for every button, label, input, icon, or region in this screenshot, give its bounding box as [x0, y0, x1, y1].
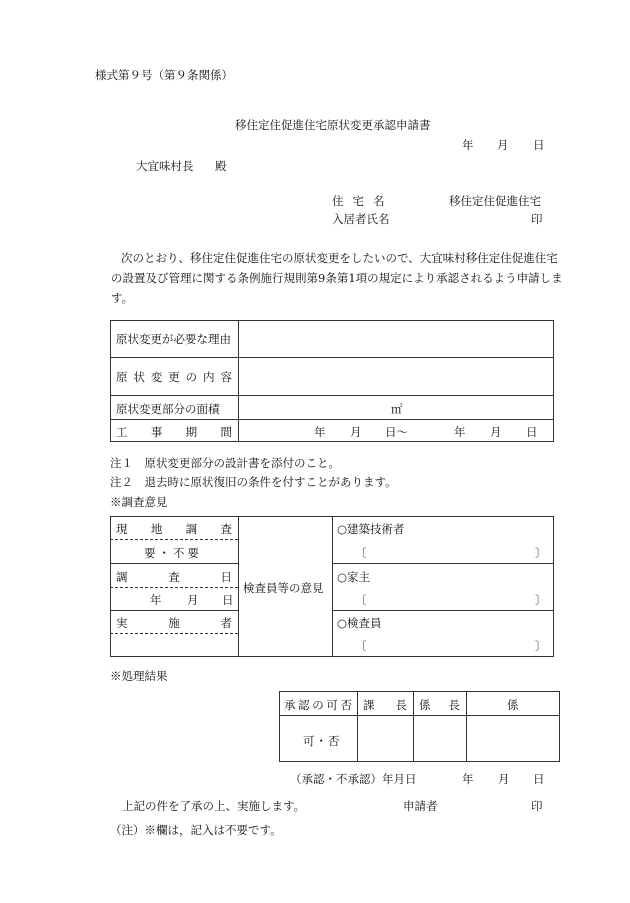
- note-2: 注２ 退去時に原状復旧の条件を付すことがあります。: [110, 475, 397, 489]
- approval-date-label: （承認・不承認）年月日: [290, 772, 417, 786]
- note-1: 注１ 原状変更部分の設計書を添付のこと。: [110, 456, 340, 470]
- result-heading: ※処理結果: [110, 669, 168, 683]
- content-label: 原 状 変 更 の 内 容: [116, 370, 232, 384]
- opinion-inspector-bracket-open: 〔: [355, 639, 367, 653]
- site-survey-value: 要・不要: [144, 546, 202, 560]
- area-label: 原状変更部分の面積: [116, 402, 220, 416]
- page-title: 移住定住促進住宅原状変更承認申請書: [235, 118, 431, 132]
- address-value: 移住定住促進住宅: [449, 194, 541, 208]
- col-section-chief: 課 長: [363, 698, 407, 712]
- opinion-architect-bracket-close: 〕: [535, 546, 547, 560]
- col-staff: 係: [507, 698, 519, 712]
- inspector-opinion-label: 検査員等の意見: [243, 581, 324, 595]
- period-label: 工 事 期 間: [116, 425, 232, 439]
- site-survey-label: 現 地 調 査: [116, 522, 232, 536]
- addressee: 大宜味村長: [136, 159, 194, 173]
- opinion-architect-bracket-open: 〔: [355, 546, 367, 560]
- opinion-inspector: ○検査員: [337, 616, 382, 630]
- footer-note: （注）※欄は，記入は不要です。: [110, 823, 282, 837]
- occupant-seal: 印: [531, 212, 543, 226]
- applicant-seal: 印: [531, 799, 543, 813]
- opinion-landlord-bracket-close: 〕: [535, 593, 547, 607]
- area-unit: ㎡: [391, 402, 403, 416]
- opinion-landlord-bracket-open: 〔: [355, 593, 367, 607]
- survey-heading: ※調査意見: [110, 495, 168, 509]
- executor-label: 実 施 者: [116, 616, 232, 630]
- occupant-name-label: 入居者氏名: [332, 212, 390, 226]
- applicant-label: 申請者: [403, 799, 438, 813]
- request-paragraph: 次のとおり、移住定住促進住宅の原状変更をしたいので、大宜味村移住定住促進住宅の設置及び管理に関する条例施行規則第9条第1項の規定により承認されるよう申請します。: [111, 251, 563, 305]
- reason-label: 原状変更が必要な理由: [116, 332, 231, 346]
- survey-date-label: 調 査 日: [116, 570, 232, 584]
- col-subsection-chief: 係 長: [419, 698, 460, 712]
- address-label: 住宅名: [332, 194, 394, 208]
- opinion-landlord: ○家主: [337, 570, 371, 584]
- col-approval: 承 認 の 可 否: [284, 698, 352, 712]
- form-number: 様式第９号（第９条関係）: [95, 68, 233, 82]
- honorific: 殿: [215, 159, 227, 173]
- opinion-architect: ○建築技術者: [337, 522, 405, 536]
- approval-value: 可・否: [303, 734, 341, 748]
- confirm-text: 上記の件を了承の上、実施します。: [122, 799, 306, 813]
- opinion-inspector-bracket-close: 〕: [535, 639, 547, 653]
